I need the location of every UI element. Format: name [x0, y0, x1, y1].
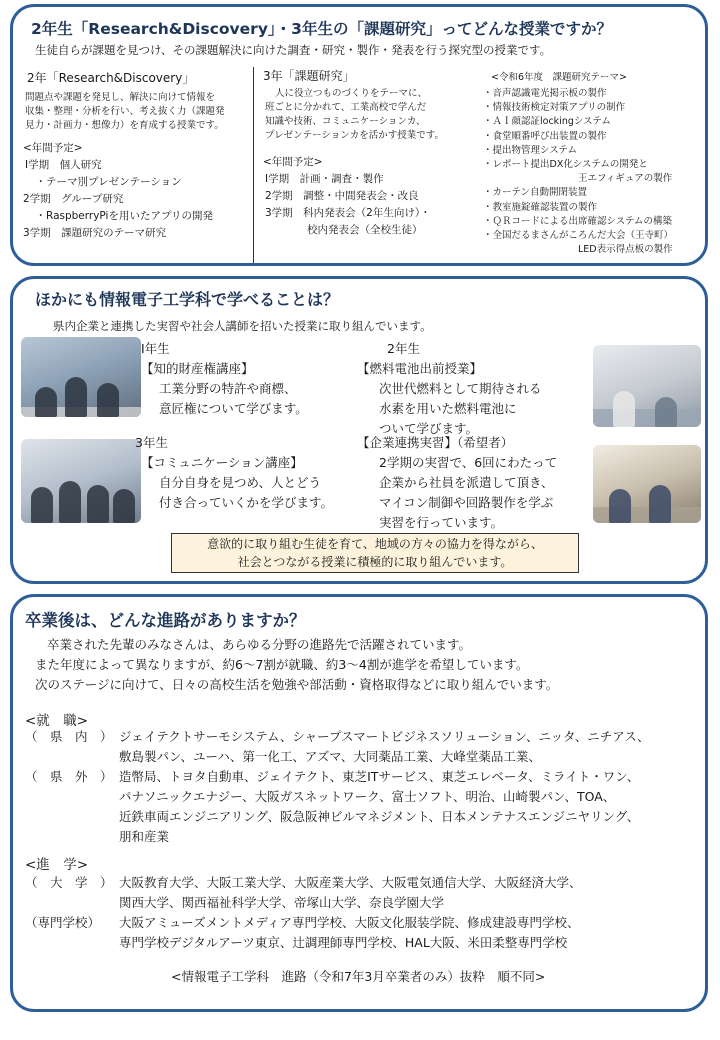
- item4-line-4: 実習を行っています。: [379, 515, 504, 530]
- section2-intro: 県内企業と連携した実習や社会人講師を招いた授業に取り組んでいます。: [53, 319, 432, 333]
- grade3-desc-3: 知識や技術、コミュニケーションカ、: [265, 116, 426, 127]
- career-footer: <情報電子工学科 進路（令和7年3月卒業者のみ）抜粋 順不同>: [171, 969, 546, 984]
- item4-heading: 【企業連携実習】（希望者）: [357, 435, 514, 450]
- theme-item: ・教室施錠確認装置の製作: [483, 201, 598, 213]
- grade2-plan-heading: <年間予定>: [23, 142, 83, 154]
- theme-item: ・レポート提出DX化システムの開発と: [483, 159, 648, 170]
- grade3-plan-4: 校内発表会（全校生徒）: [265, 224, 423, 236]
- item3-heading: 【コミュニケーション講座】: [141, 455, 303, 470]
- grade3-desc-1: 人に役立つものづくりをテーマに、: [275, 88, 428, 99]
- theme-item: 王エフィギュアの製作: [483, 173, 673, 185]
- employment-heading: <就 職>: [25, 713, 89, 729]
- out-pref-line-4: 朋和産業: [119, 829, 170, 844]
- voc-line-1: 大阪アミューズメントメディア専門学校、大阪文化服装学院、修成建設専門学校、: [119, 915, 580, 930]
- voc-line-2: 専門学校デジタルアーツ東京、辻調理師専門学校、HAL大阪、米田柔整専門学校: [119, 935, 568, 950]
- theme-item: ・提出物管理システム: [483, 144, 578, 156]
- summary-note: [171, 533, 579, 573]
- column-divider: [253, 67, 254, 263]
- out-pref-line-2: パナソニックエナジー、大阪ガスネットワーク、富士ソフト、明治、山崎製パン、TOA、: [119, 789, 616, 804]
- item2-heading: 【燃料電池出前授業】: [357, 361, 483, 376]
- theme-item: LED表示得点板の製作: [483, 244, 673, 256]
- grade2-plan-5: 3学期 課題研究のテーマ研究: [23, 227, 167, 239]
- item2-grade: 2年生: [387, 341, 420, 356]
- grade3-desc-2: 班ごとに分かれて、工業高校で学んだ: [265, 102, 427, 113]
- theme-item: ・ＱＲコードによる出席確認システムの構築: [483, 215, 673, 227]
- out-pref-label: （ 県 外 ）: [25, 769, 113, 784]
- grade3-heading: 3年「課題研究」: [263, 69, 355, 83]
- photo-communication-class: [21, 439, 141, 523]
- section3-intro-1: 卒業された先輩のみなさんは、あらゆる分野の進路先で活躍されています。: [47, 637, 472, 652]
- item3-line-1: 自分自身を見つめ、人とどう: [159, 475, 322, 490]
- grade3-plan-3: 3学期 科内発表会（2年生向け）・: [265, 207, 431, 219]
- career-panel: [10, 594, 708, 1012]
- theme-item: ・全国だるまさんがころんだ大会（王寺町）: [483, 230, 674, 241]
- item3-line-2: 付き合っていくかを学びます。: [159, 495, 334, 510]
- other-learning-panel: [10, 276, 708, 584]
- in-pref-line-1: ジェイテクトサーモシステム、シャープスマートビジネスソリューション、ニッタ、ニチアス、: [119, 729, 650, 744]
- item1-line-1: 工業分野の特許や商標、: [159, 381, 297, 396]
- section3-title: 卒業後は、どんな進路がありますか？: [25, 611, 306, 630]
- item2-line-1: 次世代燃料として期待される: [379, 381, 542, 396]
- grade2-plan-4: ・RaspberryPiを用いたアプリの開発: [25, 210, 214, 222]
- summary-note-line-2: 社会とつながる授業に積極的に取り組んでいます。: [237, 555, 513, 569]
- item3-grade: 3年生: [135, 435, 168, 450]
- theme-item: ・情報技術検定対策アプリの制作: [483, 102, 626, 114]
- course-overview-panel: [10, 4, 708, 266]
- univ-line-1: 大阪教育大学、大阪工業大学、大阪産業大学、大阪電気通信大学、大阪経済大学、: [119, 875, 582, 890]
- theme-item: ・食堂順番呼び出装置の製作: [483, 130, 607, 142]
- item4-line-1: 2学期の実習で、6回にわたって: [379, 455, 558, 470]
- grade3-plan-heading: <年間予定>: [263, 156, 323, 168]
- item1-heading: 【知的財産権講座】: [141, 361, 254, 376]
- photo-students-lecture: [21, 337, 141, 417]
- out-pref-line-1: 造幣局、トヨタ自動車、ジェイテクト、東芝ITサービス、東芝エレベータ、ミライト・ワン、: [119, 769, 640, 784]
- item4-line-3: マイコン制御や回路製作を学ぶ: [379, 495, 554, 510]
- univ-line-2: 関西大学、関西福祉科学大学、帝塚山大学、奈良学園大学: [119, 895, 445, 910]
- item4-line-2: 企業から社員を派遣して頂き、: [379, 475, 554, 490]
- summary-note-line-1: 意欲的に取り組む生徒を育て、地域の方々の協力を得ながら、: [207, 537, 543, 551]
- item1-line-2: 意匠権について学びます。: [159, 401, 308, 416]
- in-pref-label: （ 県 内 ）: [25, 729, 113, 744]
- grade2-heading: 2年「Research&Discovery」: [27, 71, 195, 85]
- univ-label: （ 大 学 ）: [25, 875, 113, 890]
- out-pref-line-3: 近鉄車両エンジニアリング、阪急阪神ビルマネジメント、日本メンテナスエンジニヤリング、: [119, 809, 640, 824]
- grade3-plan-2: 2学期 調整・中間発表会・改良: [265, 190, 419, 202]
- section1-intro: 生徒自らが課題を見つけ、その課題解決に向けた調査・研究・製作・発表を行う探究型の授業です。: [35, 43, 552, 57]
- item2-line-3: ついて学びます。: [379, 421, 479, 436]
- grade3-plan-1: I学期 計画・調査・製作: [265, 173, 384, 185]
- grade3-desc-4: プレゼンテーションカを活かす授業です。: [265, 130, 444, 141]
- item1-grade: I年生: [141, 341, 170, 356]
- section3-intro-2: また年度によって異なりますが、約6～7割が就職、約3～4割が進学を希望しています。: [35, 657, 529, 672]
- theme-item: ・カーテン自動開閉装置: [483, 187, 588, 199]
- themes-heading: <令和6年度 課題研究テーマ>: [491, 72, 627, 83]
- grade2-desc-3: 見力・計画力・想像力）を育成する授業です。: [25, 120, 224, 131]
- grade2-plan-1: I学期 個人研究: [25, 159, 102, 171]
- voc-label: （専門学校）: [25, 915, 101, 930]
- photo-company-workshop: [593, 445, 701, 523]
- section2-title: ほかにも情報電子工学科で学べることは？: [35, 290, 340, 309]
- grade2-desc-2: 収集・整理・分析を行い、考え抜く力（課題発: [25, 106, 225, 117]
- item2-line-2: 水素を用いた燃料電池に: [379, 401, 517, 416]
- grade2-desc-1: 問題点や課題を発見し、解決に向けて情報を: [25, 92, 216, 103]
- theme-item: ・音声認識電光掲示板の製作: [483, 88, 607, 99]
- theme-item: ・ＡＩ顔認証lockingシステム: [483, 116, 611, 128]
- section1-title: 2年生「Research&Discovery」・3年生の「課題研究」ってどんな授業ですか？: [31, 20, 612, 38]
- in-pref-line-2: 敷島製パン、ユーハ、第一化工、アズマ、大同薬品工業、大峰堂薬品工業、: [119, 749, 541, 764]
- grade2-plan-3: 2学期 グループ研究: [23, 193, 124, 205]
- grade2-plan-2: ・テーマ別プレゼンテーション: [25, 176, 182, 188]
- section3-intro-3: 次のステージに向けて、日々の高校生活を勉強や部活動・資格取得などに取り組んでいます。: [35, 677, 559, 692]
- photo-fuel-cell-experiment: [593, 345, 701, 427]
- education-heading: <進 学>: [25, 857, 89, 873]
